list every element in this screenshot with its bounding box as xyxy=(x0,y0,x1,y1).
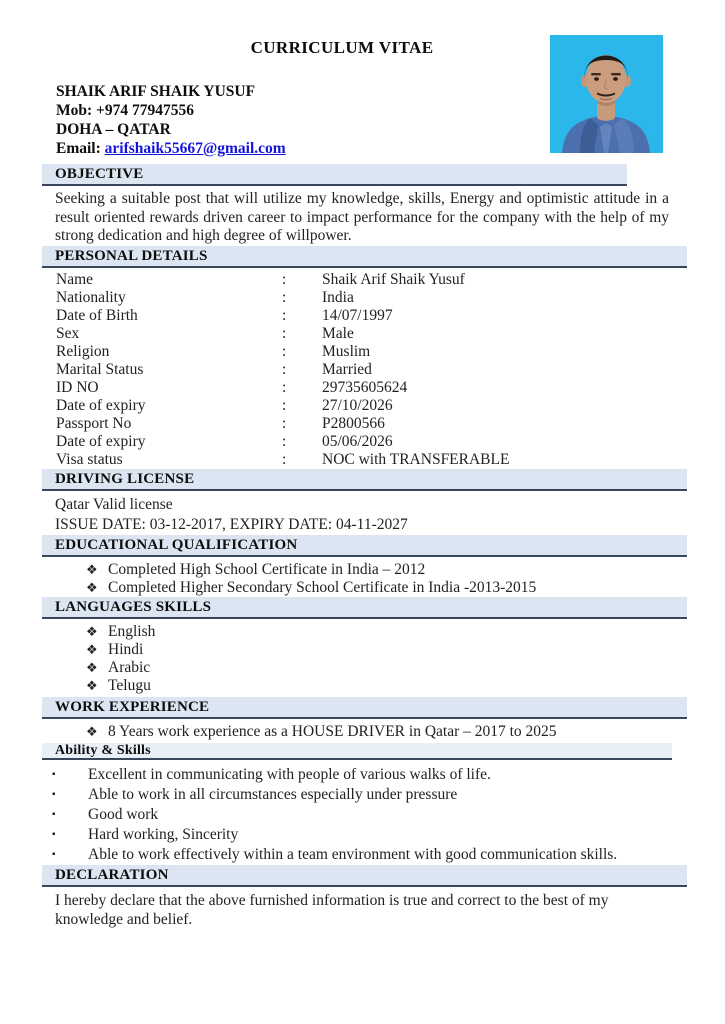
detail-separator: : xyxy=(282,289,287,307)
detail-value: 29735605624 xyxy=(322,379,408,397)
detail-label: Passport No xyxy=(56,415,132,433)
section-heading-label: DECLARATION xyxy=(55,867,169,884)
square-bullet-icon: ▪ xyxy=(52,769,56,781)
detail-separator: : xyxy=(282,451,287,469)
table-row xyxy=(42,361,687,379)
table-row xyxy=(42,343,687,361)
table-row xyxy=(42,307,687,325)
detail-value: India xyxy=(322,289,354,307)
list-item-text: Hindi xyxy=(108,641,144,659)
list-item xyxy=(52,765,647,785)
section-heading-personal-details xyxy=(42,246,687,268)
list-item xyxy=(86,659,687,677)
detail-value: 14/07/1997 xyxy=(322,307,393,325)
list-item-text: Able to work effectively within a team environment with good communication skills. xyxy=(88,846,618,864)
ability-skills-list xyxy=(42,765,687,865)
driving-license-line: Qatar Valid license xyxy=(55,496,173,514)
table-row xyxy=(42,325,687,343)
section-heading-declaration xyxy=(42,865,687,887)
detail-label: Date of expiry xyxy=(56,397,146,415)
list-item-text: Completed Higher Secondary School Certificate in India -2013-2015 xyxy=(108,579,537,597)
objective-text: Seeking a suitable post that will utilize my knowledge, skills, Energy and optimistic attitude in a result oriented rewards driven career to impact performance for the company with the help of my strong dedication and high degree of willpower. xyxy=(55,190,669,245)
detail-label: Nationality xyxy=(56,289,126,307)
detail-label: Religion xyxy=(56,343,110,361)
detail-separator: : xyxy=(282,379,287,397)
list-item xyxy=(52,785,647,805)
contact-block xyxy=(42,82,687,158)
list-item xyxy=(52,825,647,845)
section-heading-label: DRIVING LICENSE xyxy=(55,471,195,488)
email-label: Email: xyxy=(56,140,105,157)
square-bullet-icon: ▪ xyxy=(52,809,56,821)
detail-value: 27/10/2026 xyxy=(322,397,393,415)
table-row xyxy=(42,397,687,415)
detail-separator: : xyxy=(282,271,287,289)
detail-separator: : xyxy=(282,397,287,415)
education-list xyxy=(42,561,687,597)
section-heading-education xyxy=(42,535,687,557)
section-heading-label: PERSONAL DETAILS xyxy=(55,248,208,265)
cv-content xyxy=(42,0,687,929)
table-row xyxy=(42,379,687,397)
list-item-text: Excellent in communicating with people of various walks of life. xyxy=(88,766,491,784)
driving-license-details xyxy=(42,495,687,535)
section-heading-work-experience xyxy=(42,697,687,719)
list-item-text: Able to work in all circumstances especially under pressure xyxy=(88,786,458,804)
contact-name: SHAIK ARIF SHAIK YUSUF xyxy=(56,83,256,100)
detail-separator: : xyxy=(282,343,287,361)
detail-value: P2800566 xyxy=(322,415,385,433)
list-item-text: Good work xyxy=(88,806,159,824)
detail-separator: : xyxy=(282,433,287,451)
section-heading-objective xyxy=(42,164,627,186)
detail-label: ID NO xyxy=(56,379,99,397)
detail-label: Marital Status xyxy=(56,361,144,379)
detail-label: Date of expiry xyxy=(56,433,146,451)
diamond-bullet-icon: ❖ xyxy=(86,678,98,694)
list-item xyxy=(86,561,687,579)
diamond-bullet-icon: ❖ xyxy=(86,580,98,596)
list-item xyxy=(86,677,687,695)
detail-label: Name xyxy=(56,271,94,289)
list-item xyxy=(52,845,647,865)
list-item-text: Telugu xyxy=(108,677,151,695)
list-item-text: 8 Years work experience as a HOUSE DRIVER in Qatar – 2017 to 2025 xyxy=(108,723,557,741)
list-item xyxy=(86,723,687,741)
detail-value: Shaik Arif Shaik Yusuf xyxy=(322,271,465,289)
list-item-text: English xyxy=(108,623,156,641)
square-bullet-icon: ▪ xyxy=(52,789,56,801)
contact-location: DOHA – QATAR xyxy=(56,121,171,138)
detail-value: Muslim xyxy=(322,343,371,361)
table-row xyxy=(42,289,687,307)
table-row xyxy=(42,415,687,433)
list-item xyxy=(86,623,687,641)
diamond-bullet-icon: ❖ xyxy=(86,562,98,578)
page-title: CURRICULUM VITAE xyxy=(250,38,434,57)
work-experience-list xyxy=(42,723,687,741)
list-item xyxy=(86,579,687,597)
list-item xyxy=(86,641,687,659)
contact-email-line xyxy=(56,139,687,158)
email-link[interactable]: arifshaik55667@gmail.com xyxy=(104,140,286,157)
personal-details-table xyxy=(42,271,687,469)
diamond-bullet-icon: ❖ xyxy=(86,724,98,740)
declaration-text: I hereby declare that the above furnished information is true and correct to the best of my knowledge and belief. xyxy=(55,892,609,929)
section-heading-label: Ability & Skills xyxy=(55,743,151,759)
list-item xyxy=(52,805,647,825)
table-row xyxy=(42,451,687,469)
detail-value: NOC with TRANSFERABLE xyxy=(322,451,510,469)
section-heading-driving-license xyxy=(42,469,687,491)
section-heading-label: WORK EXPERIENCE xyxy=(55,699,210,716)
detail-value: 05/06/2026 xyxy=(322,433,393,451)
section-heading-label: LANGUAGES SKILLS xyxy=(55,599,212,616)
square-bullet-icon: ▪ xyxy=(52,849,56,861)
list-item-text: Hard working, Sincerity xyxy=(88,826,239,844)
detail-separator: : xyxy=(282,325,287,343)
detail-value: Male xyxy=(322,325,354,343)
languages-list xyxy=(42,623,687,695)
detail-label: Visa status xyxy=(56,451,123,469)
diamond-bullet-icon: ❖ xyxy=(86,660,98,676)
square-bullet-icon: ▪ xyxy=(52,829,56,841)
table-row xyxy=(42,271,687,289)
section-heading-label: OBJECTIVE xyxy=(55,166,144,182)
detail-label: Sex xyxy=(56,325,80,343)
diamond-bullet-icon: ❖ xyxy=(86,624,98,640)
diamond-bullet-icon: ❖ xyxy=(86,642,98,658)
section-heading-label: EDUCATIONAL QUALIFICATION xyxy=(55,537,298,554)
driving-license-line: ISSUE DATE: 03-12-2017, EXPIRY DATE: 04-11-2027 xyxy=(55,516,408,534)
section-heading-languages xyxy=(42,597,687,619)
table-row xyxy=(42,433,687,451)
list-item-text: Arabic xyxy=(108,659,151,677)
detail-separator: : xyxy=(282,307,287,325)
detail-separator: : xyxy=(282,415,287,433)
section-heading-ability-skills xyxy=(42,743,672,760)
list-item-text: Completed High School Certificate in India – 2012 xyxy=(108,561,426,579)
detail-value: Married xyxy=(322,361,372,379)
contact-mobile: Mob: +974 77947556 xyxy=(56,102,194,119)
detail-label: Date of Birth xyxy=(56,307,138,325)
detail-separator: : xyxy=(282,361,287,379)
